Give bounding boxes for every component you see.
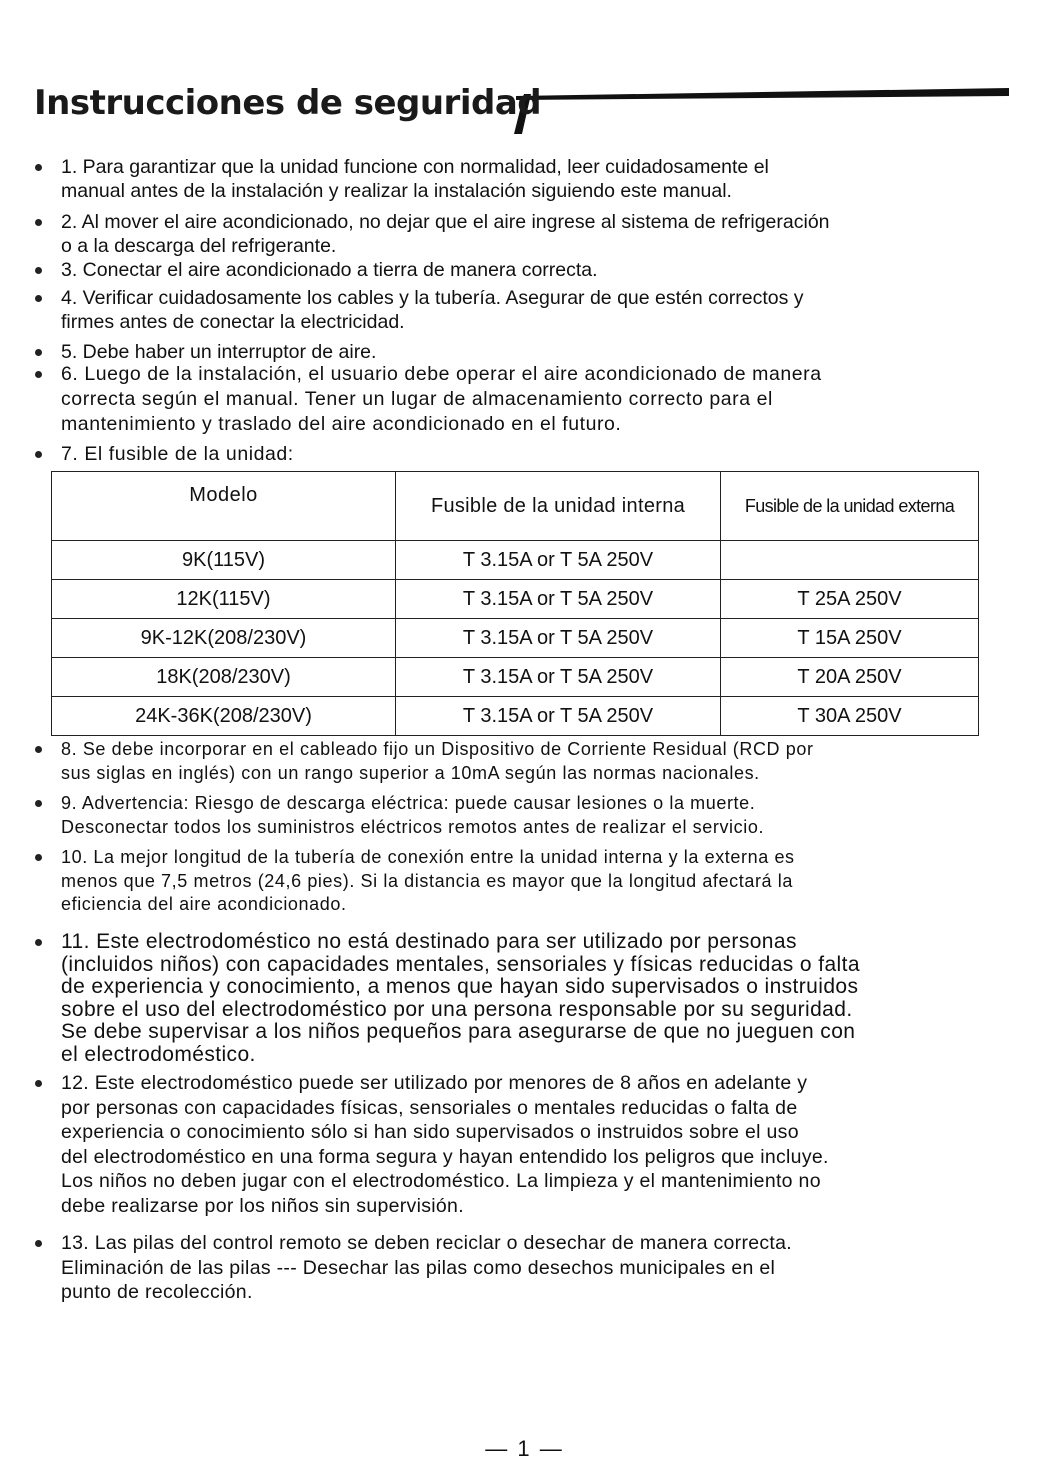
list-item-text: 7. El fusible de la unidad: <box>61 443 294 465</box>
list-item-text: 12. Este electrodoméstico puede ser utilizado por menores de 8 años en adelante y por personas con capacidades físicas, sensoriales o mentales reducidas o falta de experiencia o conocimiento sólo si han sido supervisados o instruidos sobre el uso del electrodoméstico en una forma segura y hayan entendido los peligros que incluye. Los niños no deben jugar con el electrodoméstico. La limpieza y el mantenimiento no debe realizarse por los niños sin supervisión. <box>61 1072 829 1217</box>
table-row <box>52 697 979 736</box>
page-header <box>34 82 1009 136</box>
list-item-text: 4. Verificar cuidadosamente los cables y la tubería. Asegurar de que estén correctos y firmes antes de conectar la electricidad. <box>61 287 804 333</box>
table-cell: 24K-36K(208/230V) <box>52 697 396 736</box>
bullet-icon <box>35 349 42 356</box>
bullet-icon <box>35 800 42 807</box>
list-item-text: 8. Se debe incorporar en el cableado fijo un Dispositivo de Corriente Residual (RCD por sus siglas en inglés) con un rango superior a 10mA según las normas nacionales. <box>61 739 814 783</box>
table-row <box>52 580 979 619</box>
list-item-text: 6. Luego de la instalación, el usuario debe operar el aire acondicionado de manera correcta según el manual. Tener un lugar de almacenamiento correcto para el mantenimiento y traslado del aire acondicionado en el futuro. <box>61 363 822 435</box>
bullet-icon <box>35 939 42 946</box>
page-title: Instrucciones de seguridad <box>34 83 542 123</box>
page-number: — 1 — <box>485 1436 564 1461</box>
fuse-table <box>51 471 979 736</box>
list-item-text: 13. Las pilas del control remoto se deben reciclar o desechar de manera correcta. Eliminación de las pilas --- Desechar las pilas como desechos municipales en el punto de recolección. <box>61 1232 793 1303</box>
table-cell: T 3.15A or T 5A 250V <box>396 619 721 658</box>
bullet-icon <box>35 451 42 458</box>
list-item-text: 9. Advertencia: Riesgo de descarga eléctrica: puede causar lesiones o la muerte. Desconectar todos los suministros eléctricos remotos antes de realizar el servicio. <box>61 793 765 837</box>
table-cell: T 20A 250V <box>721 658 979 697</box>
column-header-indoor-fuse: Fusible de la unidad interna <box>396 472 721 541</box>
table-cell: 9K-12K(208/230V) <box>52 619 396 658</box>
table-cell: T 3.15A or T 5A 250V <box>396 697 721 736</box>
list-item-text: 11. Este electrodoméstico no está destinado para ser utilizado por personas (incluidos niños) con capacidades mentales, sensoriales y físicas reducidas o falta de experiencia y conocimiento, a menos que hayan sido supervisados o instruidos sobre el uso del electrodoméstico por una persona responsable por su seguridad. Se debe supervisar a los niños pequeños para asegurarse de que no jueguen con el electrodoméstico. <box>61 930 860 1066</box>
list-item-text: 3. Conectar el aire acondicionado a tierra de manera correcta. <box>61 259 598 281</box>
list-item-text: 1. Para garantizar que la unidad funcione con normalidad, leer cuidadosamente el manual antes de la instalación y realizar la instalación siguiendo este manual. <box>61 156 769 202</box>
table-cell: T 30A 250V <box>721 697 979 736</box>
bullet-icon <box>35 371 42 378</box>
table-row <box>52 541 979 580</box>
bullet-icon <box>35 295 42 302</box>
bullet-icon <box>35 854 42 861</box>
table-cell: 12K(115V) <box>52 580 396 619</box>
table-cell: 18K(208/230V) <box>52 658 396 697</box>
list-item-text: 5. Debe haber un interruptor de aire. <box>61 341 377 363</box>
column-header-model: Modelo <box>52 472 396 541</box>
table-cell: T 3.15A or T 5A 250V <box>396 658 721 697</box>
table-cell: T 25A 250V <box>721 580 979 619</box>
table-row <box>52 658 979 697</box>
table-cell <box>721 541 979 580</box>
table-cell: T 15A 250V <box>721 619 979 658</box>
table-cell: 9K(115V) <box>52 541 396 580</box>
bullet-icon <box>35 219 42 226</box>
table-cell: T 3.15A or T 5A 250V <box>396 580 721 619</box>
table-header-row <box>52 472 979 541</box>
bullet-icon <box>35 746 42 753</box>
list-item-text: 2. Al mover el aire acondicionado, no dejar que el aire ingrese al sistema de refrigeración o a la descarga del refrigerante. <box>61 211 830 257</box>
list-item-text: 10. La mejor longitud de la tubería de conexión entre la unidad interna y la externa es menos que 7,5 metros (24,6 pies). Si la distancia es mayor que la longitud afectará la eficiencia del aire acondicionado. <box>61 847 795 914</box>
table-row <box>52 619 979 658</box>
bullet-icon <box>35 267 42 274</box>
bullet-icon <box>35 1080 42 1087</box>
table-cell: T 3.15A or T 5A 250V <box>396 541 721 580</box>
column-header-outdoor-fuse: Fusible de la unidad externa <box>721 472 979 541</box>
bullet-icon <box>35 164 42 171</box>
bullet-icon <box>35 1240 42 1247</box>
